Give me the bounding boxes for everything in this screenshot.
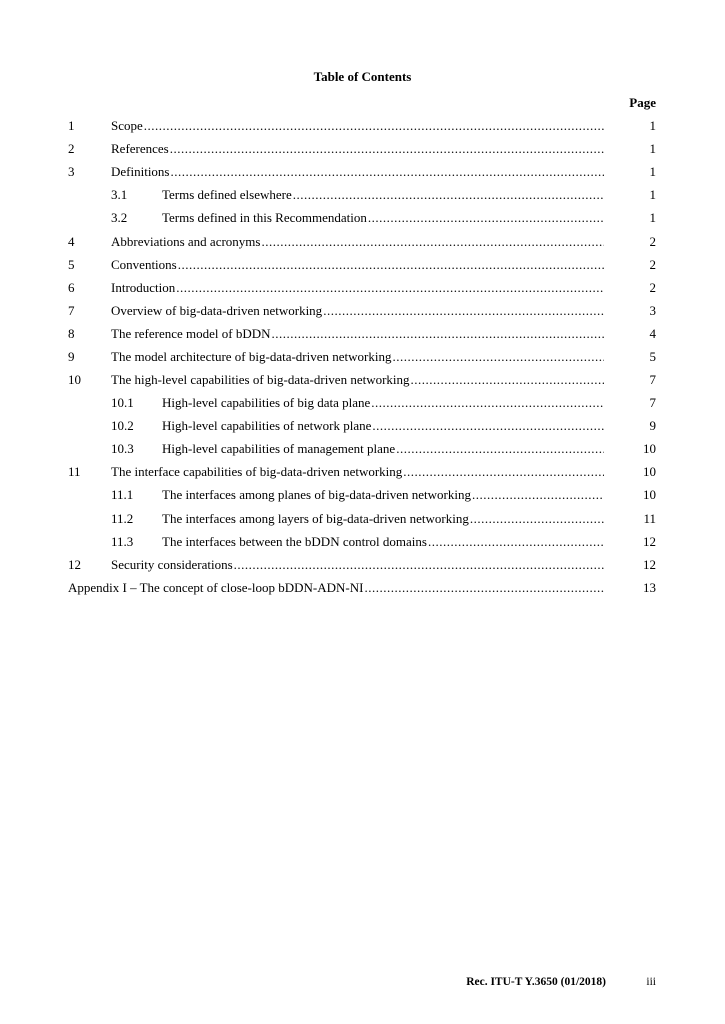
page-column-label: Page	[629, 95, 656, 110]
toc-entry-title: Conventions	[111, 256, 177, 272]
toc-entry-page: 4	[649, 325, 656, 341]
toc-entry[interactable]	[0, 256, 725, 274]
toc-entry-title: Abbreviations and acronyms	[111, 233, 261, 249]
toc-subentry[interactable]	[0, 186, 725, 204]
toc-entry[interactable]	[0, 117, 725, 135]
toc-entry-page: 1	[649, 210, 656, 226]
toc-subentry[interactable]	[0, 209, 725, 227]
toc-entry-number: 4	[68, 233, 75, 249]
toc-entry-number: 3	[68, 164, 75, 179]
toc-entry-title: High-level capabilities of big data plane	[162, 394, 371, 410]
toc-entry-page: 10	[643, 464, 656, 480]
toc-entry-title: High-level capabilities of management plane	[162, 441, 396, 457]
toc-entry-page: 11	[643, 510, 656, 526]
toc-entry-page: 1	[649, 164, 656, 179]
toc-entry-page: 1	[649, 118, 656, 133]
toc-entry-title: The interface capabilities of big-data-driven networking	[111, 464, 403, 480]
toc-entry-title: The high-level capabilities of big-data-driven networking	[111, 371, 410, 387]
toc-entry[interactable]	[0, 325, 725, 343]
toc-entry-title: References	[111, 141, 169, 156]
toc-entry-title: The reference model of bDDN	[111, 325, 271, 341]
toc-entry-title: The model architecture of big-data-driven networking	[111, 348, 392, 364]
toc-entry-page: 3	[649, 302, 656, 318]
toc-entry-page: 12	[643, 534, 656, 550]
toc-entry-page: 13	[643, 580, 656, 596]
toc-entry-number: 11.1	[111, 487, 134, 503]
toc-entry[interactable]	[0, 371, 725, 389]
toc-entry-title: The interfaces between the bDDN control domains	[162, 534, 427, 550]
toc-subentry[interactable]	[0, 417, 725, 435]
toc-entry-number: 11	[68, 464, 81, 480]
toc-entry-page: 9	[649, 417, 656, 433]
toc-entry-title: High-level capabilities of network plane	[162, 417, 372, 433]
toc-entry-number: 9	[68, 348, 75, 364]
toc-entry-page: 10	[643, 487, 656, 503]
page-title: Table of Contents	[313, 69, 412, 84]
footer-page-number: iii	[646, 976, 656, 988]
toc-entry-number: 12	[68, 557, 81, 573]
toc-entry-page: 12	[643, 557, 656, 573]
toc-entry-page: 10	[643, 441, 656, 457]
toc-entry[interactable]	[0, 348, 725, 366]
toc-entry-number: 5	[68, 256, 75, 272]
toc-entry[interactable]	[0, 163, 725, 181]
toc-entry-number: 3.1	[111, 187, 128, 202]
footer-recommendation-id: Rec. ITU-T Y.3650 (01/2018)	[466, 976, 606, 988]
toc-entry-title: Introduction	[111, 279, 176, 295]
toc-subentry[interactable]	[0, 510, 725, 528]
toc-entry-title: The interfaces among planes of big-data-driven networking	[162, 487, 471, 503]
toc-entry-number: 11.2	[111, 510, 134, 526]
toc-entry-page: 2	[649, 279, 656, 295]
toc-entry-number: 10.1	[111, 394, 134, 410]
toc-entry-page: 7	[649, 371, 656, 387]
toc-entry[interactable]	[0, 302, 725, 320]
toc-appendix-entry[interactable]	[0, 579, 725, 597]
toc-subentry[interactable]	[0, 533, 725, 551]
toc-entry-title: Overview of big-data-driven networking	[111, 302, 323, 318]
toc-entry[interactable]	[0, 140, 725, 158]
toc-entry-title: Appendix I – The concept of close-loop bDDN-ADN-NI	[68, 580, 364, 596]
toc-entry-number: 10	[68, 371, 81, 387]
toc-entry-number: 2	[68, 141, 75, 156]
toc-entry-page: 1	[649, 187, 656, 202]
toc-subentry[interactable]	[0, 440, 725, 458]
toc-entry-title: The interfaces among layers of big-data-driven networking	[162, 510, 469, 526]
toc-entry-page: 2	[649, 256, 656, 272]
toc-entry-number: 10.2	[111, 417, 134, 433]
toc-entry-number: 1	[68, 118, 75, 133]
toc-entry-title: Security considerations	[111, 557, 233, 573]
toc-entry-number: 10.3	[111, 441, 134, 457]
toc-entry-number: 11.3	[111, 534, 134, 550]
toc-entry-page: 5	[649, 348, 656, 364]
toc-entry-page: 2	[649, 233, 656, 249]
toc-entry-number: 7	[68, 302, 75, 318]
toc-entry[interactable]	[0, 279, 725, 297]
toc-subentry[interactable]	[0, 394, 725, 412]
toc-subentry[interactable]	[0, 486, 725, 504]
toc-entry[interactable]	[0, 556, 725, 574]
toc-entry[interactable]	[0, 463, 725, 481]
toc-entry-page: 1	[649, 141, 656, 156]
toc-entry-title: Scope	[111, 118, 143, 133]
table-of-contents	[0, 117, 725, 602]
toc-entry-title: Terms defined in this Recommendation	[162, 210, 367, 226]
toc-entry-title: Terms defined elsewhere	[162, 187, 292, 202]
toc-entry-page: 7	[649, 394, 656, 410]
toc-entry-number: 8	[68, 325, 75, 341]
toc-entry-title: Definitions	[111, 164, 170, 179]
toc-entry-number: 6	[68, 279, 75, 295]
toc-entry[interactable]	[0, 233, 725, 251]
toc-entry-number: 3.2	[111, 210, 128, 226]
